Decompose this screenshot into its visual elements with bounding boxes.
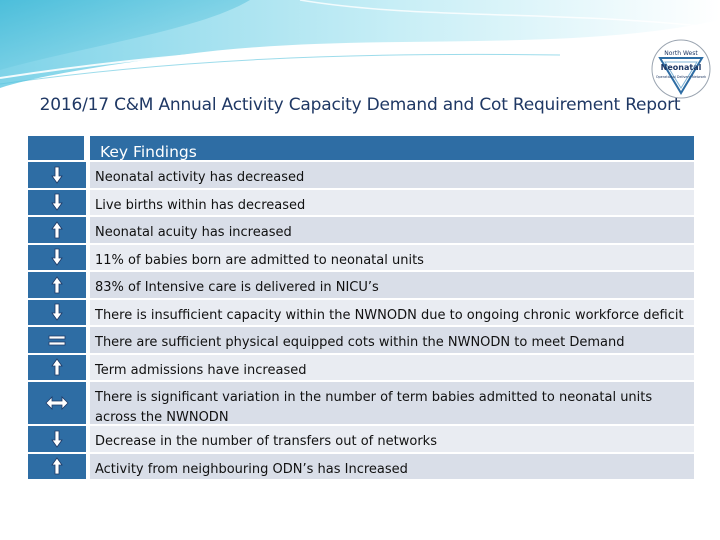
- finding-row: [28, 190, 694, 218]
- key-findings-table: [28, 136, 694, 481]
- down-arrow-icon: [28, 162, 86, 190]
- finding-text: There is insufficient capacity within the NWNODN due to ongoing chronic workforce deficit: [90, 300, 694, 328]
- equals-icon: [28, 327, 86, 355]
- finding-row: [28, 355, 694, 383]
- finding-row: [28, 245, 694, 273]
- finding-text: Live births within has decreased: [90, 190, 694, 218]
- finding-text: Neonatal acuity has increased: [90, 217, 694, 245]
- finding-text: 83% of Intensive care is delivered in NICU’s: [90, 272, 694, 300]
- north-west-neonatal-logo: [646, 38, 716, 100]
- decorative-header-band: [0, 0, 720, 92]
- finding-row: [28, 162, 694, 190]
- finding-text: Neonatal activity has decreased: [90, 162, 694, 190]
- header-icon-cell: [28, 136, 86, 162]
- finding-row: [28, 327, 694, 355]
- finding-text: 11% of babies born are admitted to neonatal units: [90, 245, 694, 273]
- finding-row: [28, 382, 694, 426]
- finding-row: [28, 300, 694, 328]
- finding-text: Term admissions have increased: [90, 355, 694, 383]
- up-arrow-icon: [28, 217, 86, 245]
- up-arrow-icon: [28, 355, 86, 383]
- finding-row: [28, 272, 694, 300]
- findings-heading: Key Findings: [90, 136, 694, 162]
- finding-text: There is significant variation in the number of term babies admitted to neonatal units across the NWNODN: [90, 382, 694, 426]
- up-arrow-icon: [28, 454, 86, 482]
- finding-row: [28, 454, 694, 482]
- finding-row: [28, 426, 694, 454]
- logo-label-main: Neonatal: [660, 63, 702, 72]
- findings-header-row: [28, 136, 694, 162]
- left-right-arrow-icon: [28, 382, 86, 426]
- finding-row: [28, 217, 694, 245]
- logo-label-sub: Operational Delivery Network: [655, 75, 707, 79]
- finding-text: There are sufficient physical equipped cots within the NWNODN to meet Demand: [90, 327, 694, 355]
- page-title: 2016/17 C&M Annual Activity Capacity Demand and Cot Requirement Report: [39, 95, 681, 115]
- down-arrow-icon: [28, 426, 86, 454]
- down-arrow-icon: [28, 190, 86, 218]
- logo-label-top: North West: [664, 50, 698, 57]
- down-arrow-icon: [28, 245, 86, 273]
- finding-text: Activity from neighbouring ODN’s has Increased: [90, 454, 694, 482]
- down-arrow-icon: [28, 300, 86, 328]
- up-arrow-icon: [28, 272, 86, 300]
- finding-text: Decrease in the number of transfers out of networks: [90, 426, 694, 454]
